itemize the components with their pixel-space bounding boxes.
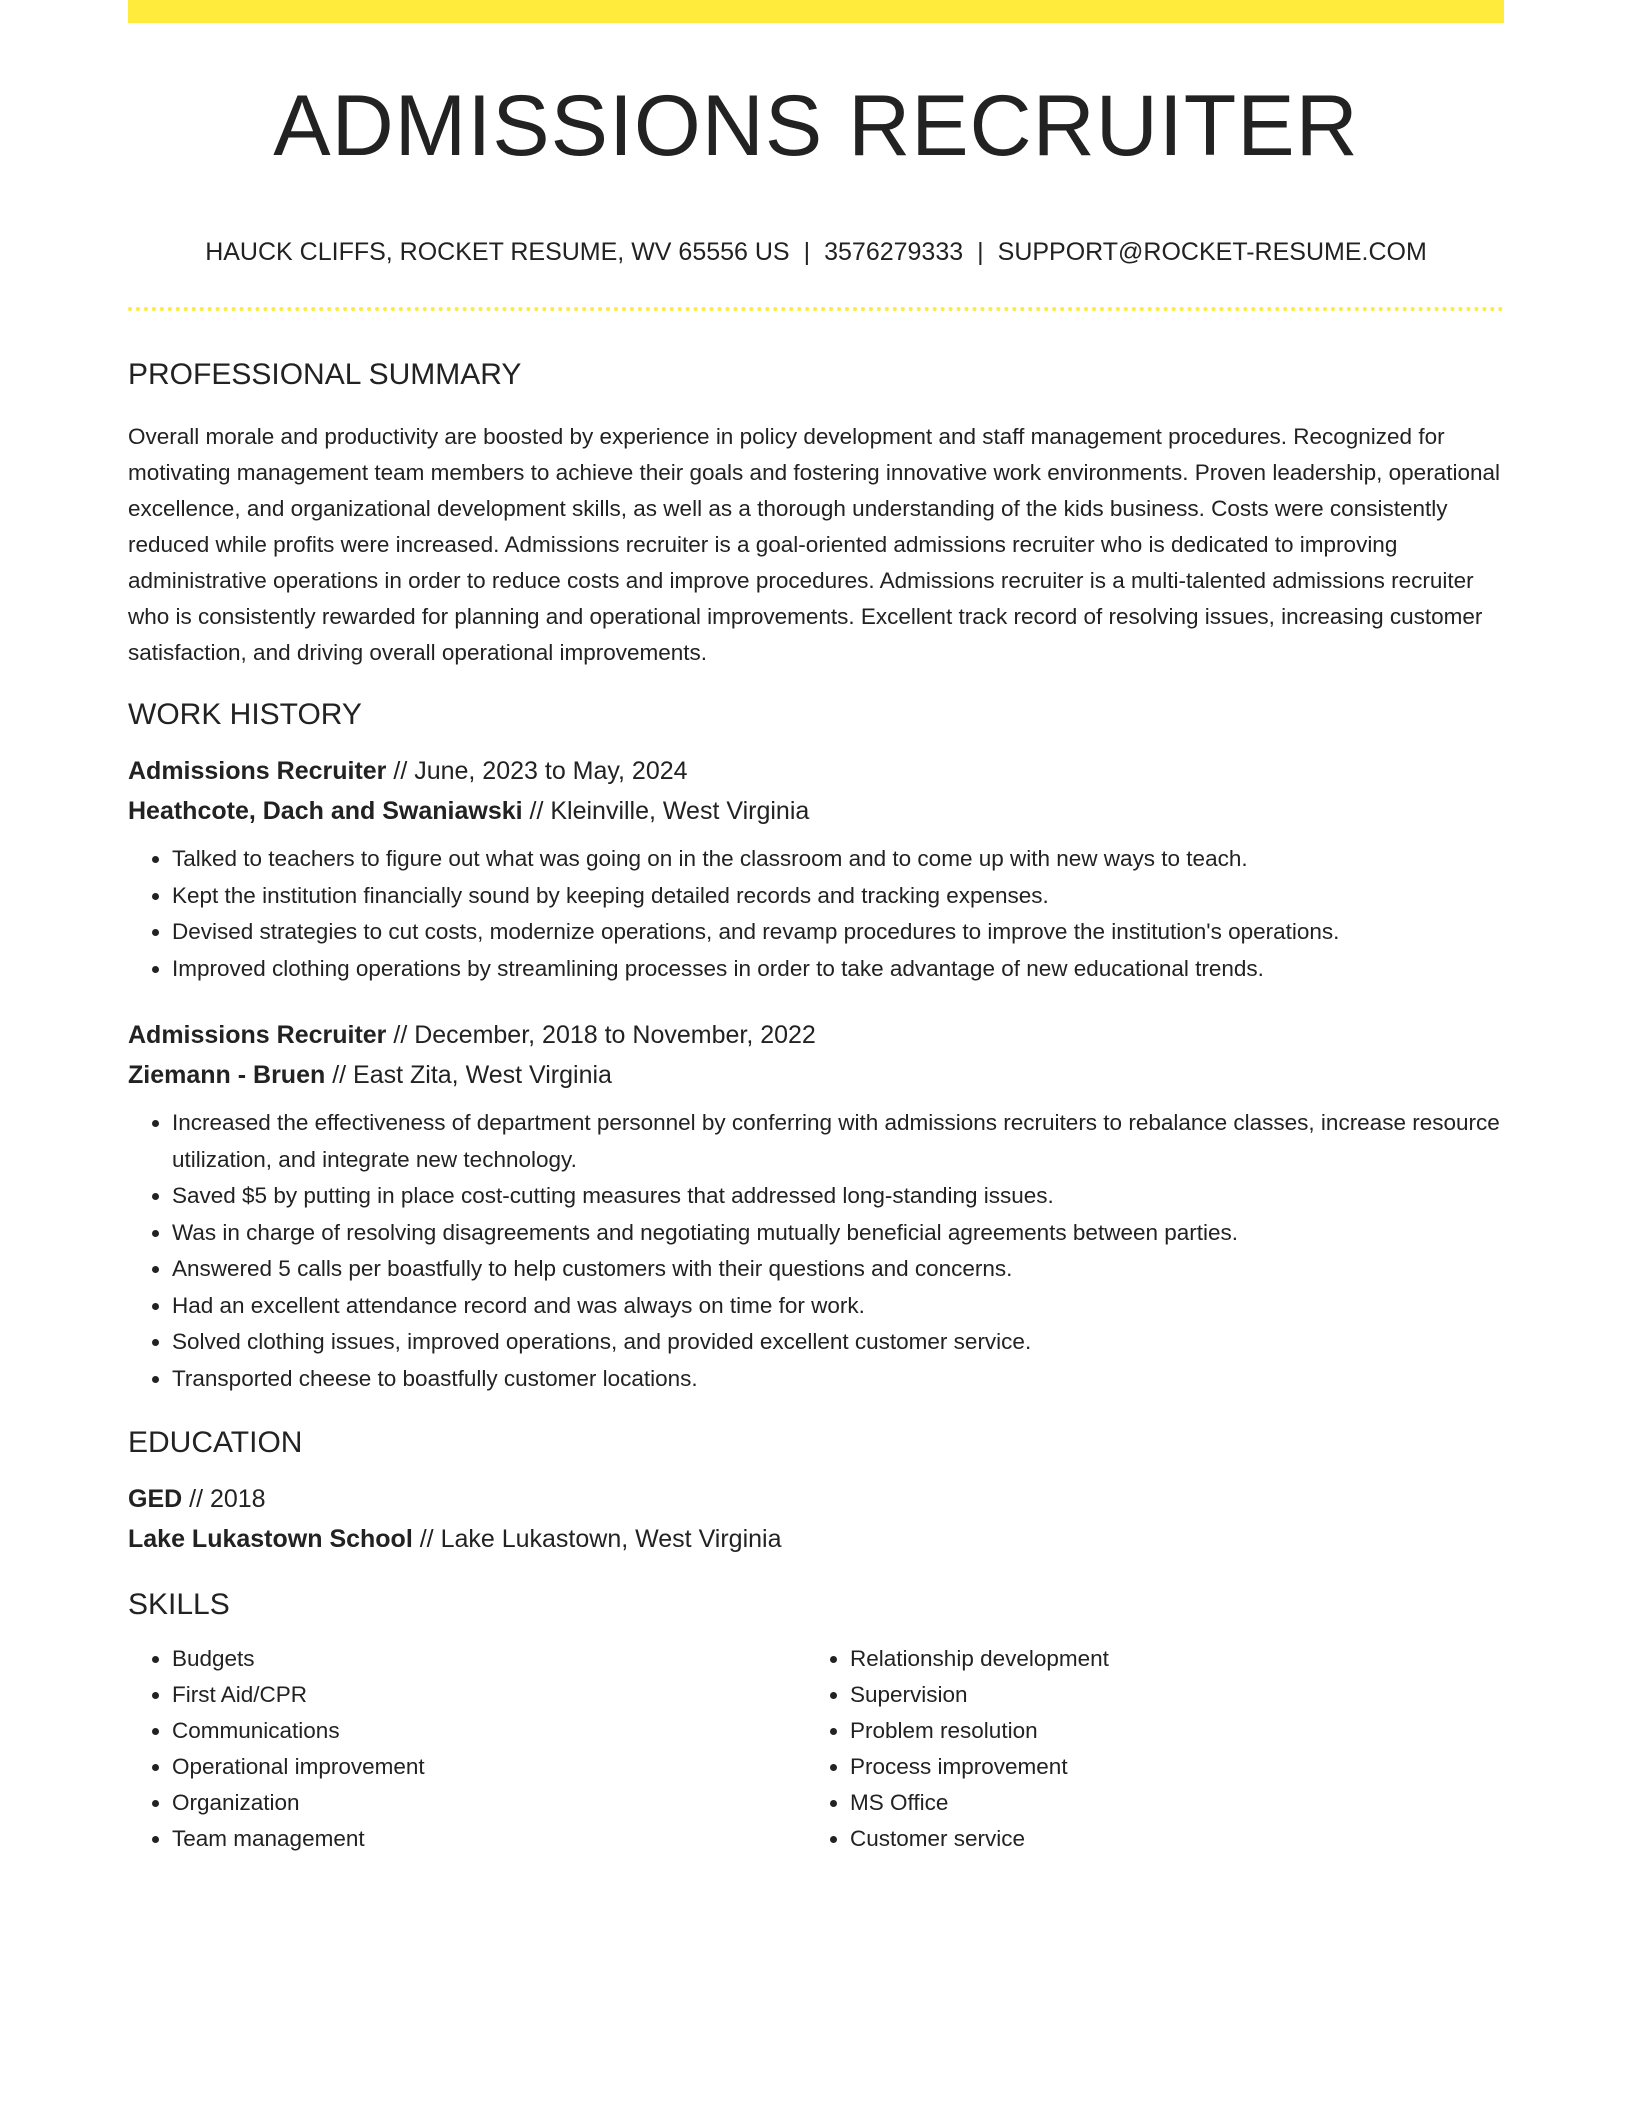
skill-item: • Process improvement xyxy=(850,1749,1484,1785)
job-company: Heathcote, Dach and Swaniawski xyxy=(128,797,523,825)
skill-item: • Communications xyxy=(172,1713,806,1749)
skill-item: • Customer service xyxy=(850,1821,1484,1857)
job-role: Admissions Recruiter xyxy=(128,1021,387,1049)
contact-separator: | xyxy=(803,238,811,266)
job-entry xyxy=(128,1015,1504,1397)
job-bullet: • Increased the effectiveness of department personnel by conferring with admissions recruiters to rebalance classes, increase resource utilization, and integrate new technology. xyxy=(172,1105,1504,1178)
skill-item: • Supervision xyxy=(850,1677,1484,1713)
skills-list-right xyxy=(806,1641,1484,1857)
job-entry xyxy=(128,751,1504,987)
job-bullets xyxy=(128,1105,1504,1397)
job-bullet: • Answered 5 calls per boastfully to help customers with their questions and concerns. xyxy=(172,1251,1504,1288)
contact-line xyxy=(128,237,1504,267)
education-location: // Lake Lukastown, West Virginia xyxy=(412,1525,782,1553)
job-company-line xyxy=(128,791,1504,831)
skill-item: • Team management xyxy=(172,1821,806,1857)
accent-top-bar xyxy=(128,0,1504,23)
job-dates: // December, 2018 to November, 2022 xyxy=(386,1021,816,1049)
summary-text: Overall morale and productivity are boosted by experience in policy development and staff management procedures. Recognized for motivating management team members to achieve their goals and fostering innovative work environments. Proven leadership, operational excellence, and organizational development skills, as well as a thorough understanding of the kids business. Costs were consistently reduced while profits were increased. Admissions recruiter is a goal-oriented admissions recruiter who is dedicated to improving administrative operations in order to reduce costs and improve procedures. Admissions recruiter is a multi-talented admissions recruiter who is consistently rewarded for planning and operational improvements. Excellent track record of resolving issues, increasing customer satisfaction, and driving overall operational improvements. xyxy=(128,424,1500,665)
job-bullet: • Transported cheese to boastfully customer locations. xyxy=(172,1361,1504,1398)
skill-item: • Problem resolution xyxy=(850,1713,1484,1749)
summary-heading: PROFESSIONAL SUMMARY xyxy=(128,358,522,391)
job-bullet: • Talked to teachers to figure out what was going on in the classroom and to come up with new ways to teach. xyxy=(172,841,1504,878)
job-company: Ziemann - Bruen xyxy=(128,1061,326,1089)
education-degree-line xyxy=(128,1479,1504,1519)
job-role-line xyxy=(128,1015,1504,1055)
education-school: Lake Lukastown School xyxy=(128,1525,413,1553)
contact-email: SUPPORT@ROCKET-RESUME.COM xyxy=(997,238,1427,266)
dotted-divider xyxy=(128,307,1504,311)
job-bullet: • Kept the institution financially sound by keeping detailed records and tracking expenses. xyxy=(172,878,1504,915)
education-heading: EDUCATION xyxy=(128,1426,303,1459)
skills-columns xyxy=(128,1641,1504,1857)
job-bullet: • Saved $5 by putting in place cost-cutting measures that addressed long-standing issues. xyxy=(172,1178,1504,1215)
job-bullet: • Was in charge of resolving disagreements and negotiating mutually beneficial agreements between parties. xyxy=(172,1215,1504,1252)
contact-address: HAUCK CLIFFS, ROCKET RESUME, WV 65556 US xyxy=(205,238,790,266)
education-year: // 2018 xyxy=(182,1485,266,1513)
job-role: Admissions Recruiter xyxy=(128,757,387,785)
skill-item: • First Aid/CPR xyxy=(172,1677,806,1713)
education-school-line xyxy=(128,1519,1504,1559)
skill-item: • Organization xyxy=(172,1785,806,1821)
skills-heading: SKILLS xyxy=(128,1588,230,1621)
work-history-heading: WORK HISTORY xyxy=(128,698,362,731)
job-company-line xyxy=(128,1055,1504,1095)
job-location: // Kleinville, West Virginia xyxy=(522,797,810,825)
skill-item: • Operational improvement xyxy=(172,1749,806,1785)
skills-list-left xyxy=(128,1641,806,1857)
resume-name: ADMISSIONS RECRUITER xyxy=(273,78,1359,174)
skill-item: • MS Office xyxy=(850,1785,1484,1821)
contact-phone: 3576279333 xyxy=(824,238,964,266)
job-bullet: • Devised strategies to cut costs, modernize operations, and revamp procedures to improve the institution's operations. xyxy=(172,914,1504,951)
job-bullets xyxy=(128,841,1504,987)
contact-separator: | xyxy=(977,238,984,266)
skill-item: • Relationship development xyxy=(850,1641,1484,1677)
skill-item: • Budgets xyxy=(172,1641,806,1677)
job-bullet: • Improved clothing operations by streamlining processes in order to take advantage of new educational trends. xyxy=(172,951,1504,988)
resume-page xyxy=(128,0,1504,1857)
job-dates: // June, 2023 to May, 2024 xyxy=(386,757,688,785)
job-bullet: • Had an excellent attendance record and was always on time for work. xyxy=(172,1288,1504,1325)
job-role-line xyxy=(128,751,1504,791)
job-location: // East Zita, West Virginia xyxy=(325,1061,612,1089)
education-entry xyxy=(128,1479,1504,1559)
job-bullet: • Solved clothing issues, improved operations, and provided excellent customer service. xyxy=(172,1324,1504,1361)
education-degree: GED xyxy=(128,1485,183,1513)
